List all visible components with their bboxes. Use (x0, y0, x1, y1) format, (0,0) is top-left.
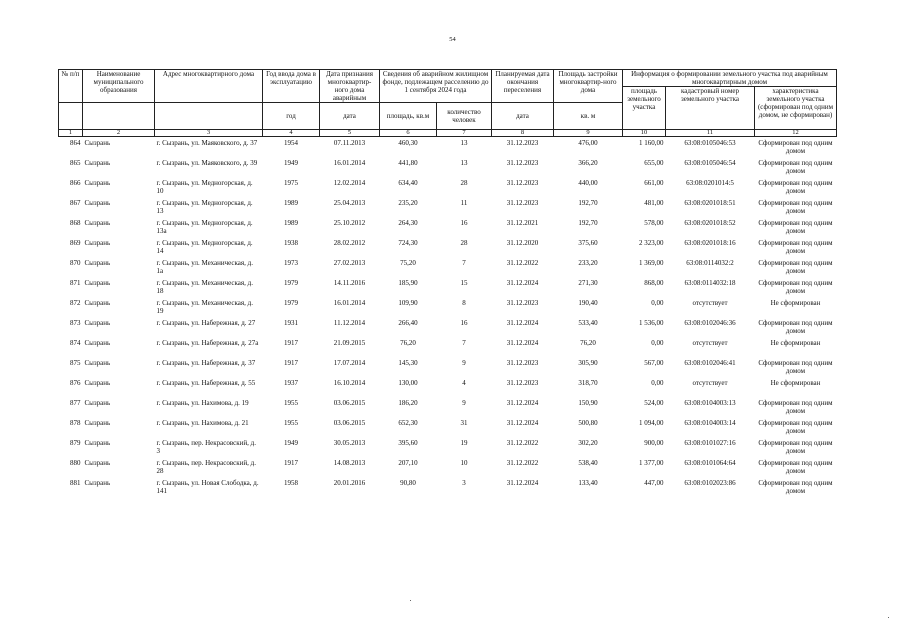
row-land-characteristic: Сформирован под одним домом (758, 399, 833, 415)
row-emergency-area: 264,30 (398, 219, 418, 227)
table-row (59, 159, 837, 179)
col-number: 4 (263, 130, 320, 137)
row-num: 864 (70, 139, 81, 147)
table-row (59, 419, 837, 439)
row-planned-date: 31.12.2023 (506, 359, 539, 367)
row-planned-date: 31.12.2023 (506, 159, 539, 167)
row-land-area: 567,00 (644, 359, 664, 367)
row-cadastral-number: отсутствует (692, 379, 728, 387)
row-land-area: 1 094,00 (639, 419, 664, 427)
row-planned-date: 31.12.2023 (506, 179, 539, 187)
row-address: г. Сызрань, ул. Механическая, д. 18 (156, 279, 253, 295)
row-land-area: 868,00 (644, 279, 664, 287)
row-address: г. Сызрань, ул. Набережная, д. 37 (156, 359, 256, 367)
row-land-characteristic: Сформирован под одним домом (758, 199, 833, 215)
row-num: 865 (70, 159, 81, 167)
row-emergency-area: 185,90 (398, 279, 418, 287)
row-municipality: Сызрань (84, 199, 111, 207)
row-people-count: 13 (460, 159, 468, 167)
row-people-count: 3 (462, 479, 466, 487)
row-year: 1954 (284, 139, 298, 147)
header-characteristic: характеристика земельного участка (сформирован под одним домом, не сформирован) (755, 87, 837, 130)
row-cadastral-number: 63:08:0105046:53 (684, 139, 736, 147)
row-num: 878 (70, 419, 81, 427)
row-num: 875 (70, 359, 81, 367)
header-planned-resettlement: Планируемая дата окончания переселения (492, 70, 554, 103)
row-people-count: 19 (460, 439, 468, 447)
col-number: 10 (623, 130, 666, 137)
row-recognized-date: 30.05.2013 (333, 439, 366, 447)
row-cadastral-number: 63:08:0201018:16 (684, 239, 736, 247)
row-planned-date: 31.12.2023 (506, 299, 539, 307)
table-row (59, 219, 837, 239)
row-emergency-area: 266,40 (398, 319, 418, 327)
row-people-count: 9 (462, 359, 466, 367)
row-address: г. Сызрань, ул. Медногорская, д. 10 (156, 179, 253, 195)
row-municipality: Сызрань (84, 299, 111, 307)
row-building-area: 375,60 (578, 239, 598, 247)
col-number: 5 (320, 130, 380, 137)
row-land-characteristic: Сформирован под одним домом (758, 159, 833, 175)
header-recognized: Дата признания многоквартир-ного дома аварийным (320, 70, 380, 103)
row-building-area: 533,40 (578, 319, 598, 327)
row-address: г. Сызрань, ул. Нахимова, д. 19 (156, 399, 249, 407)
header-commissioned: Год ввода дома в эксплуатацию (263, 70, 320, 103)
row-land-area: 1 160,00 (639, 139, 664, 147)
row-land-characteristic: Сформирован под одним домом (758, 239, 833, 255)
emergency-housing-table (58, 69, 837, 499)
row-building-area: 500,80 (578, 419, 598, 427)
row-emergency-area: 395,60 (398, 439, 418, 447)
row-cadastral-number: 63:08:0201014:5 (686, 179, 734, 187)
header-blank (59, 103, 83, 130)
unit-date: дата (320, 103, 380, 130)
row-recognized-date: 11.12.2014 (333, 319, 366, 327)
row-land-area: 0,00 (651, 339, 664, 347)
row-year: 1958 (284, 479, 298, 487)
table-row (59, 179, 837, 199)
col-number: 1 (59, 130, 83, 137)
row-municipality: Сызрань (84, 339, 111, 347)
row-land-area: 447,00 (644, 479, 664, 487)
table-row (59, 199, 837, 219)
row-recognized-date: 25.10.2012 (333, 219, 366, 227)
row-emergency-area: 76,20 (400, 339, 416, 347)
row-year: 1979 (284, 299, 298, 307)
row-recognized-date: 03.06.2015 (333, 399, 366, 407)
row-land-area: 1 369,00 (639, 259, 664, 267)
row-municipality: Сызрань (84, 459, 111, 467)
row-cadastral-number: 63:08:0104003:13 (684, 399, 736, 407)
row-num: 868 (70, 219, 81, 227)
row-people-count: 15 (460, 279, 468, 287)
row-people-count: 9 (462, 399, 466, 407)
row-planned-date: 31.12.2023 (506, 379, 539, 387)
row-building-area: 133,40 (578, 479, 598, 487)
header-building-area: Площадь застройки многоквартир-ного дома (554, 70, 623, 103)
row-year: 1955 (284, 399, 298, 407)
row-land-area: 2 323,00 (639, 239, 664, 247)
row-land-area: 1 377,00 (639, 459, 664, 467)
table-row (59, 439, 837, 459)
row-emergency-area: 90,80 (400, 479, 416, 487)
row-cadastral-number: отсутствует (692, 339, 728, 347)
row-land-area: 900,00 (644, 439, 664, 447)
row-emergency-area: 130,00 (398, 379, 418, 387)
row-planned-date: 31.12.2024 (506, 479, 539, 487)
header-emergency-fund: Сведения об аварийном жилищном фонде, подлежащем расселению до 1 сентября 2024 года (380, 70, 492, 103)
row-emergency-area: 724,30 (398, 239, 418, 247)
row-address: г. Сызрань, ул. Нахимова, д. 21 (156, 419, 249, 427)
row-address: г. Сызрань, ул. Медногорская, д. 13а (156, 219, 253, 235)
table-row (59, 259, 837, 279)
row-land-characteristic: Сформирован под одним домом (758, 279, 833, 295)
row-land-characteristic: Сформирован под одним домом (758, 439, 833, 455)
row-land-characteristic: Сформирован под одним домом (758, 359, 833, 375)
row-municipality: Сызрань (84, 419, 111, 427)
row-building-area: 302,20 (578, 439, 598, 447)
row-building-area: 233,20 (578, 259, 598, 267)
row-land-characteristic: Сформирован под одним домом (758, 219, 833, 235)
row-cadastral-number: 63:08:0101027:16 (684, 439, 736, 447)
row-recognized-date: 20.01.2016 (333, 479, 366, 487)
row-people-count: 13 (460, 139, 468, 147)
row-planned-date: 31.12.2023 (506, 199, 539, 207)
row-people-count: 28 (460, 239, 468, 247)
row-municipality: Сызрань (84, 479, 111, 487)
row-num: 870 (70, 259, 81, 267)
col-number: 9 (554, 130, 623, 137)
row-recognized-date: 16.10.2014 (333, 379, 366, 387)
header-municipality: Наименование муниципального образования (83, 70, 155, 103)
row-num: 877 (70, 399, 81, 407)
row-people-count: 16 (460, 219, 468, 227)
row-land-characteristic: Сформирован под одним домом (758, 139, 833, 155)
row-land-characteristic: Не сформирован (770, 379, 821, 387)
row-people-count: 10 (460, 459, 468, 467)
row-people-count: 7 (462, 259, 466, 267)
row-planned-date: 31.12.2021 (506, 219, 539, 227)
row-land-area: 578,00 (644, 219, 664, 227)
scan-speck (410, 600, 411, 601)
row-year: 1989 (284, 199, 298, 207)
row-municipality: Сызрань (84, 179, 111, 187)
row-recognized-date: 07.11.2013 (333, 139, 366, 147)
row-address: г. Сызрань, ул. Механическая, д. 19 (156, 299, 253, 315)
table-row (59, 399, 837, 419)
row-recognized-date: 25.04.2013 (333, 199, 366, 207)
table-row (59, 279, 837, 299)
table-row (59, 379, 837, 399)
row-year: 1938 (284, 239, 298, 247)
col-number: 2 (83, 130, 155, 137)
row-land-area: 661,00 (644, 179, 664, 187)
row-recognized-date: 03.06.2015 (333, 419, 366, 427)
row-address: г. Сызрань, ул. Механическая, д. 1а (156, 259, 253, 275)
table-row (59, 339, 837, 359)
row-people-count: 8 (462, 299, 466, 307)
row-land-area: 0,00 (651, 379, 664, 387)
row-address: г. Сызрань, ул. Набережная, д. 27а (156, 339, 259, 347)
unit-kvm: кв. м (554, 103, 623, 130)
table-row (59, 359, 837, 379)
row-emergency-area: 186,20 (398, 399, 418, 407)
row-planned-date: 31.12.2024 (506, 399, 539, 407)
table-row (59, 299, 837, 319)
header-row-numbers (59, 130, 837, 137)
row-land-characteristic: Сформирован под одним домом (758, 479, 833, 495)
row-cadastral-number: 63:08:0114032:2 (686, 259, 734, 267)
col-number: 11 (666, 130, 755, 137)
row-num: 872 (70, 299, 81, 307)
row-num: 874 (70, 339, 81, 347)
row-address: г. Сызрань, пер. Некрасовский, д. 28 (156, 459, 256, 475)
row-municipality: Сызрань (84, 279, 111, 287)
row-address: г. Сызрань, ул. Маяковского, д. 39 (156, 159, 258, 167)
row-year: 1937 (284, 379, 298, 387)
row-year: 1949 (284, 439, 298, 447)
table-row (59, 319, 837, 339)
row-municipality: Сызрань (84, 219, 111, 227)
row-people-count: 28 (460, 179, 468, 187)
row-num: 869 (70, 239, 81, 247)
row-num: 876 (70, 379, 81, 387)
row-planned-date: 31.12.2022 (506, 259, 539, 267)
row-building-area: 76,20 (580, 339, 596, 347)
header-address: Адрес многоквартирного дома (155, 70, 263, 103)
col-number: 3 (155, 130, 263, 137)
row-land-area: 481,00 (644, 199, 664, 207)
row-cadastral-number: 63:08:0102046:41 (684, 359, 736, 367)
row-building-area: 192,70 (578, 199, 598, 207)
row-num: 879 (70, 439, 81, 447)
row-land-area: 0,00 (651, 299, 664, 307)
header-blank (155, 103, 263, 130)
row-people-count: 16 (460, 319, 468, 327)
row-land-characteristic: Сформирован под одним домом (758, 419, 833, 435)
row-municipality: Сызрань (84, 399, 111, 407)
row-year: 1973 (284, 259, 298, 267)
row-cadastral-number: 63:08:0104003:14 (684, 419, 736, 427)
row-cadastral-number: 63:08:0201018:52 (684, 219, 736, 227)
row-municipality: Сызрань (84, 239, 111, 247)
header-blank (83, 103, 155, 130)
row-address: г. Сызрань, ул. Новая Слободка, д. 141 (156, 479, 259, 495)
row-address: г. Сызрань, ул. Медногорская, д. 13 (156, 199, 253, 215)
row-municipality: Сызрань (84, 359, 111, 367)
row-planned-date: 31.12.2022 (506, 459, 539, 467)
row-recognized-date: 12.02.2014 (333, 179, 366, 187)
col-number: 12 (755, 130, 837, 137)
row-cadastral-number: 63:08:0102046:36 (684, 319, 736, 327)
row-recognized-date: 21.09.2015 (333, 339, 366, 347)
scan-speck (888, 617, 889, 618)
row-year: 1917 (284, 459, 298, 467)
row-building-area: 305,90 (578, 359, 598, 367)
row-num: 881 (70, 479, 81, 487)
table-row (59, 479, 837, 499)
row-year: 1917 (284, 359, 298, 367)
header-row-main (59, 70, 837, 87)
row-planned-date: 31.12.2023 (506, 139, 539, 147)
row-cadastral-number: 63:08:0114032:18 (684, 279, 736, 287)
row-land-area: 1 536,00 (639, 319, 664, 327)
row-building-area: 366,20 (578, 159, 598, 167)
row-recognized-date: 14.08.2013 (333, 459, 366, 467)
row-municipality: Сызрань (84, 319, 111, 327)
row-emergency-area: 235,20 (398, 199, 418, 207)
row-people-count: 7 (462, 339, 466, 347)
row-year: 1975 (284, 179, 298, 187)
row-municipality: Сызрань (84, 439, 111, 447)
row-year: 1979 (284, 279, 298, 287)
row-cadastral-number: 63:08:0101064:64 (684, 459, 736, 467)
row-municipality: Сызрань (84, 259, 111, 267)
header-num: № п/п (59, 70, 83, 103)
header-land-info: Информация о формировании земельного участка под аварийным многоквартирным домом (623, 70, 837, 87)
row-num: 866 (70, 179, 81, 187)
row-address: г. Сызрань, ул. Медногорская, д. 14 (156, 239, 253, 255)
row-people-count: 31 (460, 419, 468, 427)
row-building-area: 440,00 (578, 179, 598, 187)
row-emergency-area: 109,90 (398, 299, 418, 307)
page-number: 54 (449, 36, 456, 43)
row-building-area: 150,90 (578, 399, 598, 407)
row-municipality: Сызрань (84, 379, 111, 387)
row-building-area: 318,70 (578, 379, 598, 387)
col-number: 6 (380, 130, 437, 137)
col-number: 8 (492, 130, 554, 137)
row-cadastral-number: 63:08:0201018:51 (684, 199, 736, 207)
header-cadastral: кадастровый номер земельного участка (666, 87, 755, 130)
row-building-area: 476,00 (578, 139, 598, 147)
row-cadastral-number: 63:08:0105046:54 (684, 159, 736, 167)
row-emergency-area: 460,30 (398, 139, 418, 147)
row-cadastral-number: отсутствует (692, 299, 728, 307)
row-planned-date: 31.12.2022 (506, 439, 539, 447)
row-num: 871 (70, 279, 81, 287)
row-emergency-area: 207,10 (398, 459, 418, 467)
header-land-area: площадь земельного участка (623, 87, 666, 130)
row-num: 867 (70, 199, 81, 207)
row-people-count: 11 (460, 199, 468, 207)
row-planned-date: 31.12.2020 (506, 239, 539, 247)
row-building-area: 192,70 (578, 219, 598, 227)
row-building-area: 538,40 (578, 459, 598, 467)
row-planned-date: 31.12.2024 (506, 419, 539, 427)
row-emergency-area: 634,40 (398, 179, 418, 187)
row-recognized-date: 28.02.2012 (333, 239, 366, 247)
row-land-characteristic: Сформирован под одним домом (758, 259, 833, 275)
row-year: 1955 (284, 419, 298, 427)
row-num: 873 (70, 319, 81, 327)
row-emergency-area: 441,80 (398, 159, 418, 167)
row-land-characteristic: Не сформирован (770, 339, 821, 347)
row-recognized-date: 17.07.2014 (333, 359, 366, 367)
row-land-characteristic: Сформирован под одним домом (758, 179, 833, 195)
row-cadastral-number: 63:08:0102023:86 (684, 479, 736, 487)
row-recognized-date: 14.11.2016 (333, 279, 366, 287)
row-land-characteristic: Не сформирован (770, 299, 821, 307)
unit-year: год (263, 103, 320, 130)
table-row (59, 239, 837, 259)
row-land-characteristic: Сформирован под одним домом (758, 319, 833, 335)
row-planned-date: 31.12.2024 (506, 319, 539, 327)
row-address: г. Сызрань, пер. Некрасовский, д. 3 (156, 439, 256, 455)
row-address: г. Сызрань, ул. Набережная, д. 55 (156, 379, 256, 387)
col-number: 7 (437, 130, 492, 137)
row-emergency-area: 652,30 (398, 419, 418, 427)
row-planned-date: 31.12.2024 (506, 339, 539, 347)
row-municipality: Сызрань (84, 139, 111, 147)
table-body (59, 137, 837, 500)
row-address: г. Сызрань, ул. Маяковского, д. 37 (156, 139, 258, 147)
row-address: г. Сызрань, ул. Набережная, д. 27 (156, 319, 256, 327)
row-year: 1917 (284, 339, 298, 347)
row-emergency-area: 145,30 (398, 359, 418, 367)
unit-people: количество человек (437, 103, 492, 130)
row-recognized-date: 27.02.2013 (333, 259, 366, 267)
row-municipality: Сызрань (84, 159, 111, 167)
row-num: 880 (70, 459, 81, 467)
row-land-characteristic: Сформирован под одним домом (758, 459, 833, 475)
row-planned-date: 31.12.2024 (506, 279, 539, 287)
row-recognized-date: 16.01.2014 (333, 299, 366, 307)
table-row (59, 459, 837, 479)
row-people-count: 4 (462, 379, 466, 387)
table-row (59, 137, 837, 160)
row-recognized-date: 16.01.2014 (333, 159, 366, 167)
row-land-area: 524,00 (644, 399, 664, 407)
row-emergency-area: 75,20 (400, 259, 416, 267)
row-year: 1931 (284, 319, 298, 327)
row-year: 1949 (284, 159, 298, 167)
row-building-area: 190,40 (578, 299, 598, 307)
row-building-area: 271,30 (578, 279, 598, 287)
row-land-area: 655,00 (644, 159, 664, 167)
unit-date-planned: дата (492, 103, 554, 130)
unit-area: площадь, кв.м (380, 103, 437, 130)
row-year: 1989 (284, 219, 298, 227)
